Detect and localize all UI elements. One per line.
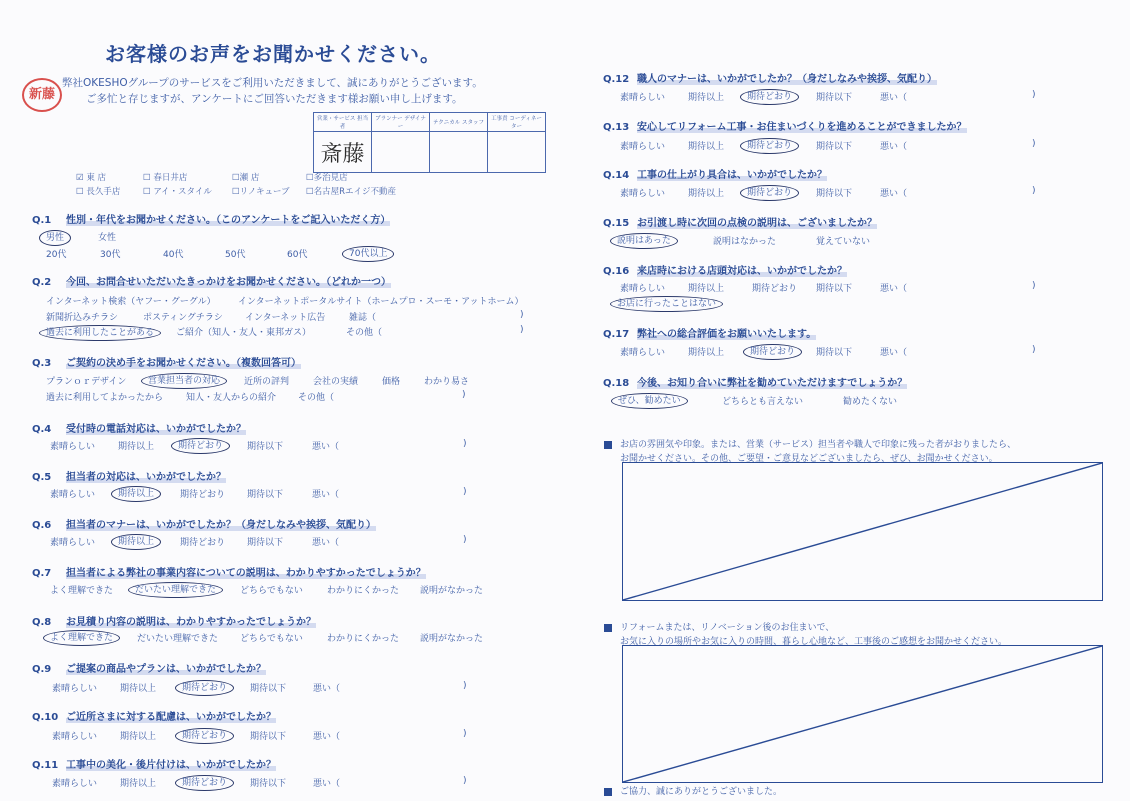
option-age-60[interactable]: 60代 (287, 250, 308, 260)
q14-option-below[interactable]: 期待以下 (816, 189, 853, 199)
q12-option-excellent[interactable]: 素晴らしい (620, 93, 666, 103)
staff-header-sales: 営業・サービス 担当者 (314, 113, 372, 132)
q14-option-above[interactable]: 期待以上 (688, 189, 725, 199)
q10-option-below[interactable]: 期待以下 (250, 732, 287, 742)
option-age-40[interactable]: 40代 (163, 250, 184, 260)
handwritten-name: 斎藤 (320, 141, 365, 167)
q2-other-close-paren: ) (520, 325, 524, 335)
q11-option-above[interactable]: 期待以上 (120, 779, 157, 789)
option-company-record[interactable]: 会社の実績 (313, 377, 359, 387)
bullet-square-icon (604, 441, 612, 449)
comment-2-prompt-line-1: リフォームまたは、リノベーション後のお住まいで、 (604, 620, 834, 633)
q9-close-paren: ) (463, 681, 467, 691)
staff-coordinator-cell[interactable] (488, 132, 546, 173)
q17-option-below[interactable]: 期待以下 (816, 348, 853, 358)
comment-2-box[interactable] (622, 645, 1103, 783)
q17-option-bad[interactable]: 悪い（ (880, 348, 908, 358)
question-17: Q.17 弊社への総合評価をお願いいたします。 (603, 329, 817, 340)
q6-option-below[interactable]: 期待以下 (247, 538, 284, 548)
q8-option-mostly-understood[interactable]: だいたい理解できた (137, 634, 219, 644)
option-friend-referral[interactable]: 知人・友人からの紹介 (186, 393, 277, 403)
q9-option-bad[interactable]: 悪い（ (313, 684, 341, 694)
q14-option-as-expected[interactable]: 期待どおり (747, 185, 799, 198)
diagonal-line (623, 646, 1102, 782)
q5-option-below[interactable]: 期待以下 (247, 490, 284, 500)
question-13: Q.13 安心してリフォーム工事・お住まいづくりを進めることができましたか？ (603, 122, 967, 133)
comment-1-box[interactable] (622, 462, 1103, 601)
option-plan-design[interactable]: プランｏｒデザイン (46, 377, 127, 387)
question-4: Q.4 受付時の電話対応は、いかがでしたか？ (32, 424, 246, 435)
store-tajimi[interactable]: ☐多治見店 (306, 173, 348, 183)
question-14: Q.14 工事の仕上がり具合は、いかがでしたか？ (603, 170, 827, 181)
q6-option-excellent[interactable]: 素晴らしい (50, 538, 96, 548)
q6-close-paren: ) (463, 535, 467, 545)
question-2: Q.2 今回、お問合せいただいたきっかけをお聞かせください。（どれか一つ） (32, 277, 391, 288)
q18-option-would-not[interactable]: 勧めたくない (843, 397, 898, 407)
staff-header-coordinator: 工事責 コーディネーター (488, 113, 546, 132)
q5-option-bad[interactable]: 悪い（ (312, 490, 340, 500)
q14-option-bad[interactable]: 悪い（ (880, 189, 908, 199)
q6-option-bad[interactable]: 悪い（ (312, 538, 340, 548)
q7-option-understood-well[interactable]: よく理解できた (50, 586, 114, 596)
question-1: Q.1 性別・年代をお聞かせください。（このアンケートをご記入いただく方） (32, 215, 391, 226)
q13-option-as-expected[interactable]: 期待どおり (747, 138, 799, 151)
question-11: Q.11 工事中の美化・後片付けは、いかがでしたか？ (32, 760, 276, 771)
question-5: Q.5 担当者の対応は、いかがでしたか？ (32, 472, 226, 483)
q5-option-above[interactable]: 期待以上 (118, 486, 161, 499)
bullet-square-icon (604, 624, 612, 632)
q8-option-hard-to-understand[interactable]: わかりにくかった (327, 634, 400, 644)
thank-you-note: ご協力、誠にありがとうございました。 (604, 784, 782, 797)
q15-option-not-explained[interactable]: 説明はなかった (713, 237, 777, 247)
q16-option-excellent[interactable]: 素晴らしい (620, 284, 666, 294)
q12-close-paren: ) (1032, 90, 1036, 100)
q7-option-neither[interactable]: どちらでもない (240, 586, 303, 596)
option-neighborhood-reputation[interactable]: 近所の評判 (244, 377, 290, 387)
q4-option-above[interactable]: 期待以上 (118, 442, 155, 452)
option-female[interactable]: 女性 (98, 233, 117, 243)
q17-option-as-expected[interactable]: 期待どおり (750, 344, 802, 357)
q18-option-definitely[interactable]: ぜひ、勧めたい (618, 393, 688, 406)
store-seto[interactable]: ☐瀬 店 (232, 173, 260, 183)
intro-line-1: 弊社OKESHOグループのサービスをご利用いただきまして、誠にありがとうございます。 (62, 77, 483, 89)
q10-option-bad[interactable]: 悪い（ (313, 732, 341, 742)
q15-option-explained[interactable]: 説明はあった (617, 233, 678, 246)
q11-option-bad[interactable]: 悪い（ (313, 779, 341, 789)
option-q2-other[interactable]: その他（ (346, 328, 383, 338)
magazine-close-paren: ) (520, 310, 524, 320)
q14-option-excellent[interactable]: 素晴らしい (620, 189, 666, 199)
q4-close-paren: ) (463, 439, 467, 449)
option-age-50[interactable]: 50代 (225, 250, 246, 260)
q4-option-bad[interactable]: 悪い（ (312, 442, 340, 452)
q6-option-as-expected[interactable]: 期待どおり (180, 538, 226, 548)
q9-option-excellent[interactable]: 素晴らしい (52, 684, 98, 694)
store-istyle[interactable]: ☐ アイ・スタイル (143, 187, 212, 197)
q16-option-above[interactable]: 期待以上 (688, 284, 725, 294)
q3-other-close-paren: ) (462, 390, 466, 400)
option-age-20[interactable]: 20代 (46, 250, 67, 260)
q4-option-below[interactable]: 期待以下 (247, 442, 284, 452)
q7-option-no-explanation[interactable]: 説明がなかった (420, 586, 484, 596)
question-18: Q.18 今後、お知り合いに弊社を勧めていただけますでしょうか？ (603, 378, 908, 389)
staff-technical-cell[interactable] (430, 132, 488, 173)
q12-option-bad[interactable]: 悪い（ (880, 93, 908, 103)
option-male[interactable]: 男性 (46, 230, 71, 243)
question-6: Q.6 担当者のマナーは、いかがでしたか？（身だしなみや挨拶、気配り） (32, 520, 376, 531)
q16-option-bad[interactable]: 悪い（ (880, 284, 908, 294)
question-15: Q.15 お引渡し時に次回の点検の説明は、ございましたか？ (603, 218, 877, 229)
q9-option-above[interactable]: 期待以上 (120, 684, 157, 694)
option-internet-search[interactable]: インターネット検索（ヤフー・グーグル） (46, 297, 216, 307)
q12-option-below[interactable]: 期待以下 (816, 93, 853, 103)
bullet-square-icon (604, 788, 612, 796)
staff-planner-cell[interactable] (372, 132, 430, 173)
diagonal-line (623, 463, 1102, 600)
q9-option-below[interactable]: 期待以下 (250, 684, 287, 694)
question-8: Q.8 お見積り内容の説明は、わかりやすかったでしょうか？ (32, 617, 316, 628)
q11-option-as-expected[interactable]: 期待どおり (182, 775, 234, 788)
comment-2-prompt-line-2: お気に入りの場所やお気に入りの時間、暮らし心地など、工事後のご感想をお聞かせください。 (620, 637, 1008, 647)
q11-option-below[interactable]: 期待以下 (250, 779, 287, 789)
q11-close-paren: ) (463, 776, 467, 786)
q15-option-dont-remember[interactable]: 覚えていない (816, 237, 871, 247)
store-renocube[interactable]: ☐リノキューブ (232, 187, 290, 197)
q4-option-excellent[interactable]: 素晴らしい (50, 442, 96, 452)
q16-option-as-expected[interactable]: 期待どおり (752, 284, 798, 294)
q8-option-neither[interactable]: どちらでもない (240, 634, 303, 644)
option-posting-flyer[interactable]: ポスティングチラシ (143, 313, 223, 323)
intro-line-2: ご多忙と存じますが、アンケートにご回答いただきます様お願い申し上げます。 (86, 93, 463, 105)
staff-table (313, 112, 546, 173)
question-10: Q.10 ご近所さまに対する配慮は、いかがでしたか？ (32, 712, 276, 723)
q9-option-as-expected[interactable]: 期待どおり (182, 680, 234, 693)
question-12: Q.12 職人のマナーは、いかがでしたか？（身だしなみや挨拶、気配り） (603, 74, 937, 85)
option-clarity[interactable]: わかり易さ (424, 377, 470, 387)
company-seal: 新藤 (22, 78, 62, 112)
q18-option-neither[interactable]: どちらとも言えない (722, 397, 804, 407)
option-referral[interactable]: ご紹介（知人・友人・東邦ガス） (176, 328, 312, 338)
q17-close-paren: ) (1032, 345, 1036, 355)
q10-close-paren: ) (463, 729, 467, 739)
q7-option-hard-to-understand[interactable]: わかりにくかった (327, 586, 400, 596)
q10-option-excellent[interactable]: 素晴らしい (52, 732, 98, 742)
q12-option-as-expected[interactable]: 期待どおり (747, 89, 799, 102)
q16-close-paren: ) (1032, 281, 1036, 291)
store-kasugai[interactable]: ☐ 春日井店 (143, 173, 188, 183)
q13-option-below[interactable]: 期待以下 (816, 142, 853, 152)
store-east[interactable]: ☑ 東 店 (76, 173, 107, 183)
q5-close-paren: ) (463, 487, 467, 497)
option-used-before[interactable]: 過去に利用したことがある (46, 325, 161, 338)
q16-option-never-visited[interactable]: お店に行ったことはない (617, 296, 723, 309)
comment-1-prompt-line-2: お聞かせください。その他、ご要望・ご意見などございましたら、ぜひ、お聞かせください。 (620, 454, 998, 464)
question-3: Q.3 ご契約の決め手をお聞かせください。（複数回答可） (32, 358, 301, 369)
q13-option-excellent[interactable]: 素晴らしい (620, 142, 666, 152)
q8-option-understood-well[interactable]: よく理解できた (50, 630, 120, 643)
option-q3-other[interactable]: その他（ (298, 393, 335, 403)
question-7: Q.7 担当者による弊社の事業内容についての説明は、わかりやすかったでしょうか？ (32, 568, 426, 579)
q7-option-mostly-understood[interactable]: だいたい理解できた (135, 582, 223, 595)
option-internet-ad[interactable]: インターネット広告 (245, 313, 326, 323)
question-9: Q.9 ご提案の商品やプランは、いかがでしたか？ (32, 664, 266, 675)
q13-option-above[interactable]: 期待以上 (688, 142, 725, 152)
q11-option-excellent[interactable]: 素晴らしい (52, 779, 98, 789)
q10-option-above[interactable]: 期待以上 (120, 732, 157, 742)
q10-option-as-expected[interactable]: 期待どおり (182, 728, 234, 741)
option-portal-site[interactable]: インターネットポータルサイト（ホームプロ・スーモ・アットホーム） (238, 297, 524, 307)
page-title: お客様のお声をお聞かせください。 (105, 42, 441, 66)
comment-1-prompt-line-1: お店の雰囲気や印象。または、営業（サービス）担当者や職人で印象に残った者がおりましたら、 (604, 437, 1016, 450)
option-sales-rep-response[interactable]: 営業担当者の対応 (148, 373, 227, 386)
option-newspaper-flyer[interactable]: 新聞折込みチラシ (46, 313, 119, 323)
staff-header-planner: プランナー デザイナー (372, 113, 430, 132)
q5-option-as-expected[interactable]: 期待どおり (180, 490, 226, 500)
q4-option-as-expected[interactable]: 期待どおり (178, 438, 230, 451)
q8-option-no-explanation[interactable]: 説明がなかった (420, 634, 484, 644)
option-age-30[interactable]: 30代 (100, 250, 121, 260)
option-age-70plus[interactable]: 70代以上 (349, 246, 394, 259)
q17-option-above[interactable]: 期待以上 (688, 348, 725, 358)
q13-option-bad[interactable]: 悪い（ (880, 142, 908, 152)
store-nagakute[interactable]: ☐ 長久手店 (76, 187, 121, 197)
q5-option-excellent[interactable]: 素晴らしい (50, 490, 96, 500)
option-price[interactable]: 価格 (382, 377, 401, 387)
question-16: Q.16 来店時における店頭対応は、いかがでしたか？ (603, 266, 847, 277)
option-magazine[interactable]: 雑誌（ (349, 313, 377, 323)
q13-close-paren: ) (1032, 139, 1036, 149)
q17-option-excellent[interactable]: 素晴らしい (620, 348, 666, 358)
staff-header-technical: テクニカル スタッフ (430, 113, 488, 132)
store-nagoya-r-age[interactable]: ☐名古屋Rエイジ不動産 (306, 187, 397, 197)
q16-option-below[interactable]: 期待以下 (816, 284, 853, 294)
q12-option-above[interactable]: 期待以上 (688, 93, 725, 103)
q6-option-above[interactable]: 期待以上 (118, 534, 161, 547)
staff-sales-signature[interactable] (314, 132, 372, 173)
q14-close-paren: ) (1032, 186, 1036, 196)
option-good-past-experience[interactable]: 過去に利用してよかったから (46, 393, 164, 403)
